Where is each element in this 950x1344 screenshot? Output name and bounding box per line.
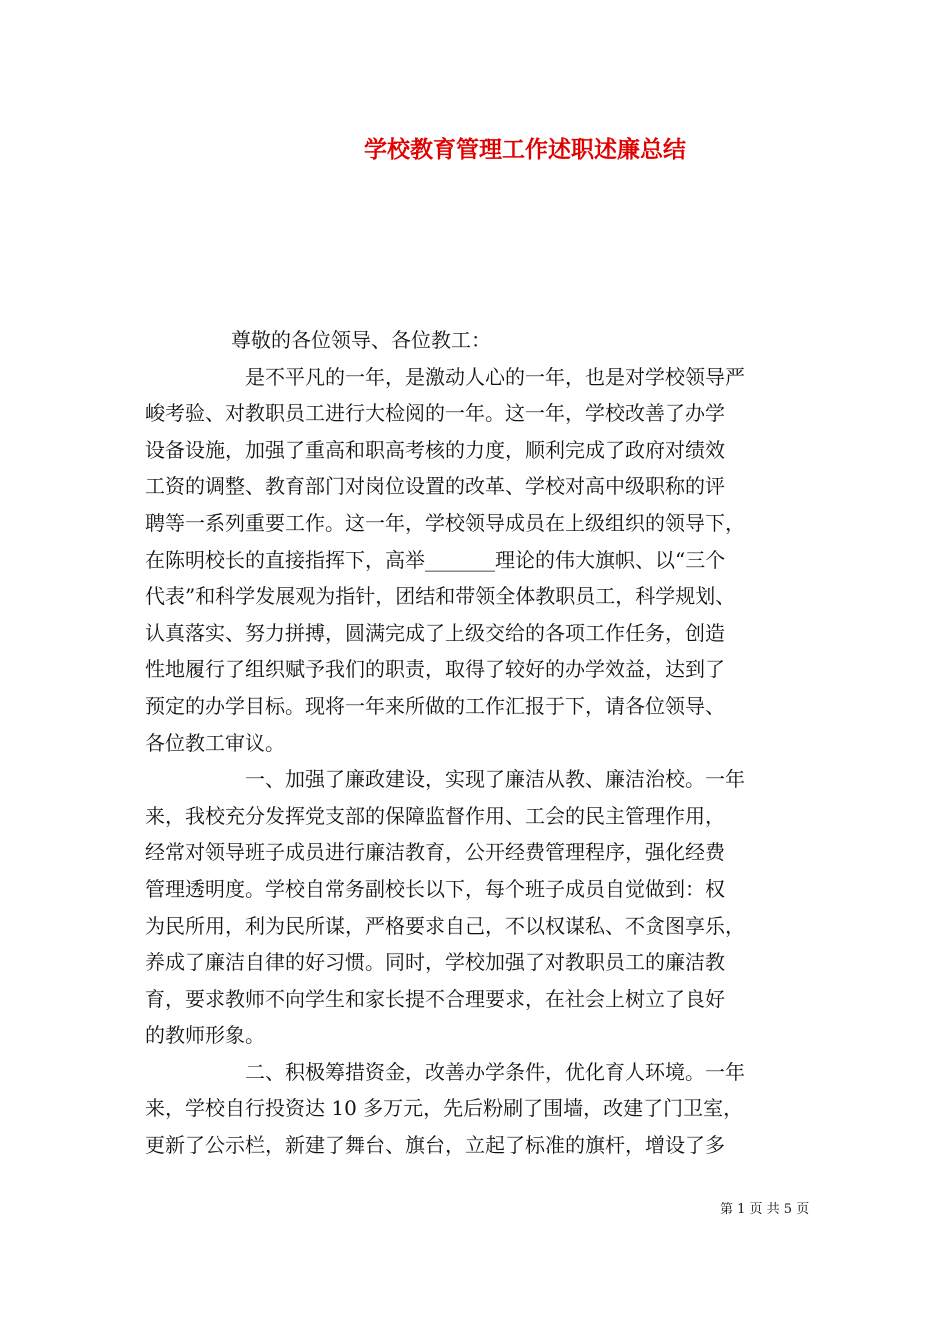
salutation: 尊敬的各位领导、各位教工：	[231, 328, 491, 352]
paragraph-1-line: 峻考验、对教职员工进行大检阅的一年。这一年，学校改善了办学	[145, 401, 725, 426]
paragraph-1-line: 聘等一系列重要工作。这一年，学校领导成员在上级组织的领导下，	[145, 510, 745, 535]
paragraph-2-line: 一、加强了廉政建设，实现了廉洁从教、廉洁治校。一年	[245, 767, 745, 792]
paragraph-1-line: 预定的办学目标。现将一年来所做的工作汇报于下，请各位领导、	[145, 693, 725, 718]
paragraph-3-line: 更新了公示栏，新建了舞台、旗台，立起了标准的旗杆，增设了多	[145, 1133, 725, 1158]
paragraph-2-line: 经常对领导班子成员进行廉洁教育，公开经费管理程序，强化经费	[145, 840, 725, 865]
paragraph-2-line: 的教师形象。	[145, 1023, 265, 1048]
paragraph-2-line: 为民所用，利为民所谋，严格要求自己，不以权谋私、不贪图享乐，	[145, 913, 745, 938]
paragraph-1-line: 代表”和科学发展观为指针，团结和带领全体教职员工，科学规划、	[145, 584, 736, 609]
paragraph-2-line: 育，要求教师不向学生和家长提不合理要求，在社会上树立了良好	[145, 986, 725, 1011]
paragraph-1-line: 性地履行了组织赋予我们的职责，取得了较好的办学效益，达到了	[145, 657, 725, 682]
paragraph-2-line: 养成了廉洁自律的好习惯。同时，学校加强了对教职员工的廉洁教	[145, 950, 725, 975]
document-body	[145, 322, 815, 1164]
paragraph-3-line: 二、积极筹措资金，改善办学条件，优化育人环境。一年	[245, 1059, 745, 1084]
page-number-footer: 第 1 页 共 5 页	[720, 1202, 810, 1217]
paragraph-2-line: 管理透明度。学校自常务副校长以下，每个班子成员自觉做到：权	[145, 876, 725, 901]
paragraph-1-line: 是不平凡的一年，是激动人心的一年，也是对学校领导严	[245, 364, 745, 389]
paragraph-1-line: 各位教工审议。	[145, 730, 285, 755]
paragraph-1-line: 工资的调整、教育部门对岗位设置的改革、学校对高中级职称的评	[145, 474, 725, 499]
paragraph-1-line: 认真落实、努力拼搏，圆满完成了上级交给的各项工作任务，创造	[145, 620, 725, 645]
paragraph-1-line: 设备设施，加强了重高和职高考核的力度，顺利完成了政府对绩效	[145, 437, 725, 462]
paragraph-3-line: 来，学校自行投资达 10 多万元，先后粉刷了围墙，改建了门卫室，	[145, 1096, 744, 1121]
document-title: 学校教育管理工作述职述廉总结	[364, 136, 686, 163]
paragraph-1-line: 在陈明校长的直接指挥下，高举_______理论的伟大旗帜、以“三个	[145, 547, 726, 572]
paragraph-2-line: 来，我校充分发挥党支部的保障监督作用、工会的民主管理作用，	[145, 803, 725, 828]
